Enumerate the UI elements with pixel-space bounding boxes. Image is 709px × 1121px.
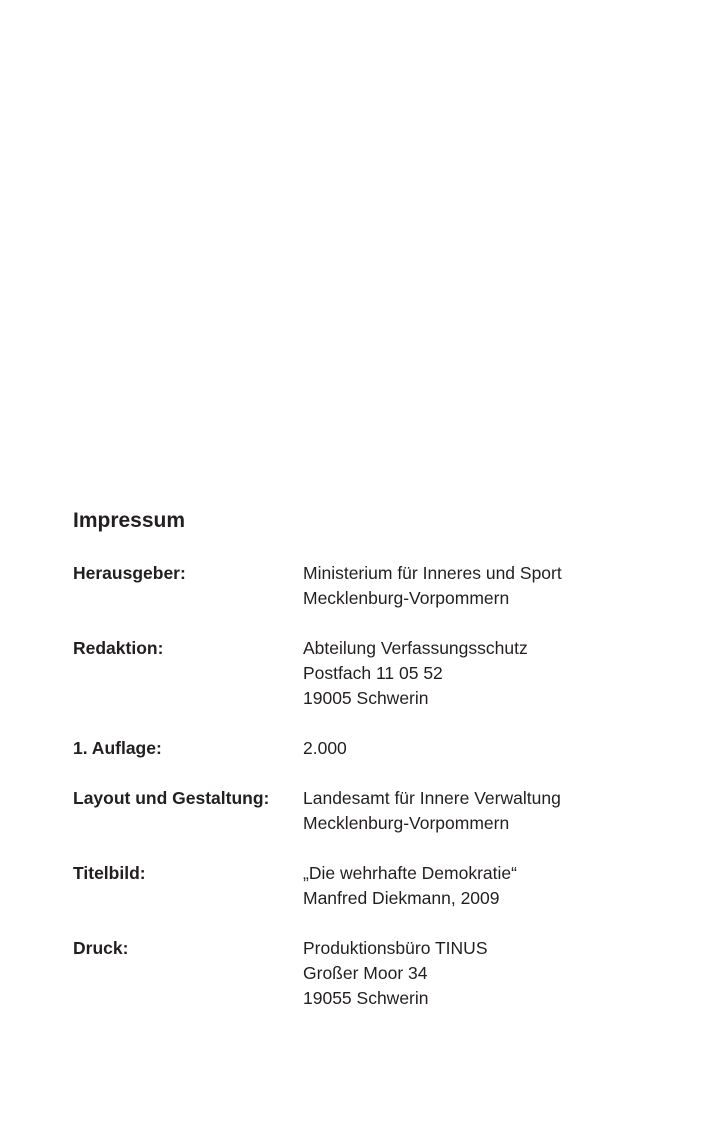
entry-titelbild xyxy=(73,861,673,911)
entry-value xyxy=(303,861,673,911)
entry-druck xyxy=(73,936,673,1011)
entry-line: Großer Moor 34 xyxy=(303,963,428,983)
entry-line: 2.000 xyxy=(303,738,347,758)
page-title: Impressum xyxy=(73,509,186,532)
entry-label: Redaktion: xyxy=(73,638,164,658)
entry-redaktion xyxy=(73,636,673,711)
entry-line: Mecklenburg-Vorpommern xyxy=(303,813,510,833)
entry-line: 19055 Schwerin xyxy=(303,988,429,1008)
entry-line: Manfred Diekmann, 2009 xyxy=(303,888,500,908)
entry-line: „Die wehrhafte Demokratie“ xyxy=(303,863,517,883)
entry-label: Titelbild: xyxy=(73,863,146,883)
entry-value xyxy=(303,786,673,836)
entry-line: Postfach 11 05 52 xyxy=(303,663,443,683)
entry-value xyxy=(303,936,673,1011)
entry-value xyxy=(303,736,673,761)
entry-label: Herausgeber: xyxy=(73,563,186,583)
entry-auflage xyxy=(73,736,673,761)
entry-label: Layout und Gestaltung: xyxy=(73,788,270,808)
entry-label: 1. Auflage: xyxy=(73,738,162,758)
entry-line: Landesamt für Innere Verwaltung xyxy=(303,788,561,808)
entry-layout-gestaltung xyxy=(73,786,673,836)
entry-line: Produktionsbüro TINUS xyxy=(303,938,488,958)
entry-line: Abteilung Verfassungsschutz xyxy=(303,638,528,658)
entry-value xyxy=(303,636,673,711)
entry-line: 19005 Schwerin xyxy=(303,688,429,708)
entry-line: Mecklenburg-Vorpommern xyxy=(303,588,510,608)
impressum-section xyxy=(73,506,673,1036)
entry-value xyxy=(303,561,673,611)
entry-label: Druck: xyxy=(73,938,129,958)
entry-line: Ministerium für Inneres und Sport xyxy=(303,563,562,583)
entry-herausgeber xyxy=(73,561,673,611)
